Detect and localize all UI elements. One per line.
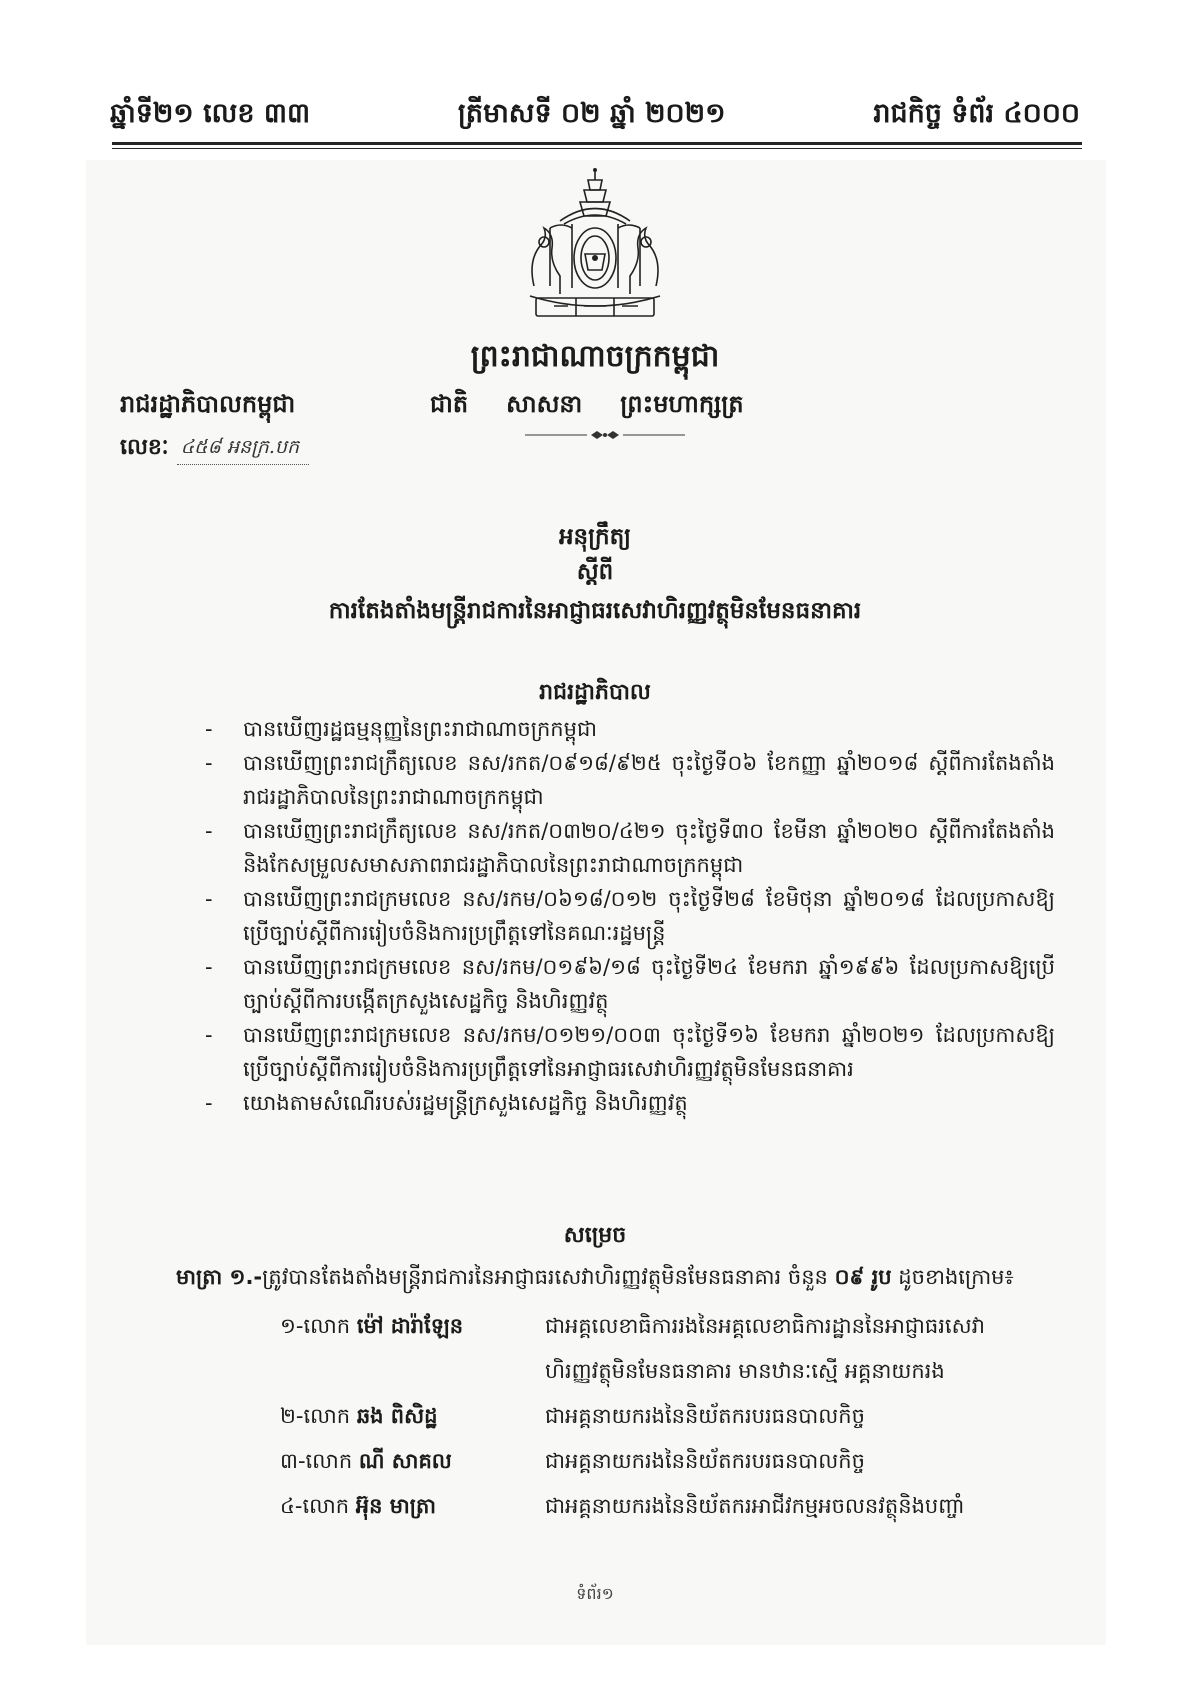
considerations-list	[205, 712, 1055, 1120]
consideration-item: - បានឃើញព្រះរាជក្រឹត្យលេខ នស/រកត/០៩១៨/៩២៥ ចុះថ្ងៃទី០៦ ខែកញ្ញា ឆ្នាំ២០១៨ ស្តីពីការតែងតាំងរាជរដ្ឋាភិបាលនៃព្រះរាជាណាចក្រកម្ពុជា	[205, 751, 1055, 809]
appointee-row: ៤-លោក អ៊ុន មាត្រា ជាអគ្គនាយករងនៃនិយ័តករអាជីវកម្មអចលនវត្ថុនិងបញ្ចាំ	[280, 1484, 1060, 1529]
document-type: អនុក្រឹត្យ	[558, 524, 632, 550]
issuer-heading: រាជរដ្ឋាភិបាល	[539, 680, 651, 705]
appointee-row-continuation	[280, 1349, 1060, 1394]
reference-number-handwritten: ៤៥៨ អនក្រ.បក	[177, 435, 309, 465]
appointee-role: ហិរញ្ញវត្ថុមិនមែនធនាគារ មានឋានៈស្មើ អគ្គនាយករង	[545, 1359, 945, 1383]
appointee-row: ១-លោក ម៉ៅ ដារ៉ាឡែន ជាអគ្គលេខាធិការរងនៃអគ្គលេខាធិការដ្ឋាននៃអាជ្ញាធរសេវា	[280, 1304, 1060, 1349]
article-1	[176, 1262, 1056, 1292]
consideration-item: - បានឃើញព្រះរាជក្រមលេខ នស/រកម/០៦១៨/០១២ ចុះថ្ងៃទី២៨ ខែមិថុនា ឆ្នាំ២០១៨ ដែលប្រកាសឱ្យប្រើច្បាប់ស្តីពីការរៀបចំនិងការប្រព្រឹត្តទៅនៃគណៈរដ្ឋមន្ត្រី	[205, 887, 1055, 945]
header-rule-thin	[112, 148, 1082, 149]
gazette-header	[110, 88, 1080, 144]
appointee-name: អ៊ុន មាត្រា	[355, 1494, 436, 1518]
consideration-item: - បានឃើញព្រះរាជក្រមលេខ នស/រកម/០១២១/០០៣ ចុះថ្ងៃទី១៦ ខែមករា ឆ្នាំ២០២១ ដែលប្រកាសឱ្យប្រើច្បាប់ស្តីពីការរៀបចំនិងការប្រព្រឹត្តទៅនៃអាជ្ញាធរសេវាហិរញ្ញវត្ថុមិនមែនធនាគារ	[205, 1023, 1055, 1081]
appointee-name: ណី សាគល	[358, 1449, 452, 1473]
motto-nation: ជាតិ	[430, 390, 469, 418]
gazette-volume-issue: ឆ្នាំទី២១ លេខ ៣៣	[110, 97, 311, 129]
appointee-role: ជាអគ្គនាយករងនៃនិយ័តករអាជីវកម្មអចលនវត្ថុនិងបញ្ចាំ	[545, 1494, 965, 1518]
appointee-role: ជាអគ្គនាយករងនៃនិយ័តករបរធនបាលកិច្ច	[545, 1404, 865, 1428]
decision-heading: សម្រេច	[563, 1223, 627, 1248]
motto-king: ព្រះមហាក្សត្រ	[620, 390, 744, 418]
appointee-role: ជាអគ្គលេខាធិការរងនៃអគ្គលេខាធិការដ្ឋាននៃអាជ្ញាធរសេវា	[545, 1314, 985, 1338]
national-motto	[430, 389, 744, 424]
article-1-text-end: ដូចខាងក្រោម៖	[891, 1265, 1014, 1289]
reference-number-row	[120, 433, 309, 465]
consideration-item: - បានឃើញព្រះរាជក្រឹត្យលេខ នស/រកត/០៣២០/៤២១ ចុះថ្ងៃទី៣០ ខែមីនា ឆ្នាំ២០២០ ស្តីពីការតែងតាំងនិងកែសម្រួលសមាសភាពរាជរដ្ឋាភិបាលនៃព្រះរាជាណាចក្រកម្ពុជា	[205, 819, 1055, 877]
reference-label: លេខៈ	[120, 435, 169, 460]
consideration-item: - បានឃើញព្រះរាជក្រមលេខ នស/រកម/០១៩៦/១៨ ចុះថ្ងៃទី២៤ ខែមករា ឆ្នាំ១៩៩៦ ដែលប្រកាសឱ្យប្រើច្បាប់ស្តីពីការបង្កើតក្រសួងសេដ្ឋកិច្ច និងហិរញ្ញវត្ថុ	[205, 955, 1055, 1013]
appointee-list	[280, 1304, 1060, 1529]
government-label: រាជរដ្ឋាភិបាលកម្ពុជា	[120, 390, 296, 418]
article-1-count: ០៩ រូប	[834, 1265, 892, 1289]
header-rule-thick	[112, 142, 1082, 145]
appointee-name: ឆង ពិសិដ្ឋ	[356, 1404, 438, 1428]
document-subject: ការតែងតាំងមន្ត្រីរាជការនៃអាជ្ញាធរសេវាហិរញ្ញវត្ថុមិនមែនធនាគារ	[328, 598, 862, 624]
royal-coat-of-arms-icon	[520, 166, 670, 326]
gazette-quarter-year: ត្រីមាសទី ០២ ឆ្នាំ ២០២១	[457, 97, 726, 129]
appointee-name: ម៉ៅ ដារ៉ាឡែន	[356, 1314, 464, 1338]
article-1-label: មាត្រា ១.-	[176, 1265, 263, 1289]
consideration-item: - បានឃើញរដ្ឋធម្មនុញ្ញនៃព្រះរាជាណាចក្រកម្ពុជា	[205, 717, 597, 741]
gazette-page-number: រាជកិច្ច ទំព័រ ៤០០០	[873, 97, 1080, 129]
document-about: ស្តីពី	[576, 559, 614, 585]
appointee-row: ៣-លោក ណី សាគល ជាអគ្គនាយករងនៃនិយ័តករបរធនបាលកិច្ច	[280, 1439, 1060, 1484]
motto-ornament-icon	[525, 428, 685, 442]
article-1-text: ត្រូវបានតែងតាំងមន្ត្រីរាជការនៃអាជ្ញាធរសេវាហិរញ្ញវត្ថុមិនមែនធនាគារ ចំនួន	[262, 1265, 835, 1289]
motto-religion: សាសនា	[506, 390, 583, 418]
consideration-item: - យោងតាមសំណើរបស់រដ្ឋមន្ត្រីក្រសួងសេដ្ឋកិច្ច និងហិរញ្ញវត្ថុ	[205, 1091, 688, 1115]
kingdom-name: ព្រះរាជាណាចក្រកម្ពុជា	[470, 339, 720, 374]
appointee-role: ជាអគ្គនាយករងនៃនិយ័តករបរធនបាលកិច្ច	[545, 1449, 865, 1473]
appointee-row: ២-លោក ឆង ពិសិដ្ឋ ជាអគ្គនាយករងនៃនិយ័តករបរធនបាលកិច្ច	[280, 1394, 1060, 1439]
page-number-footer: ទំព័រ១	[576, 1584, 614, 1603]
